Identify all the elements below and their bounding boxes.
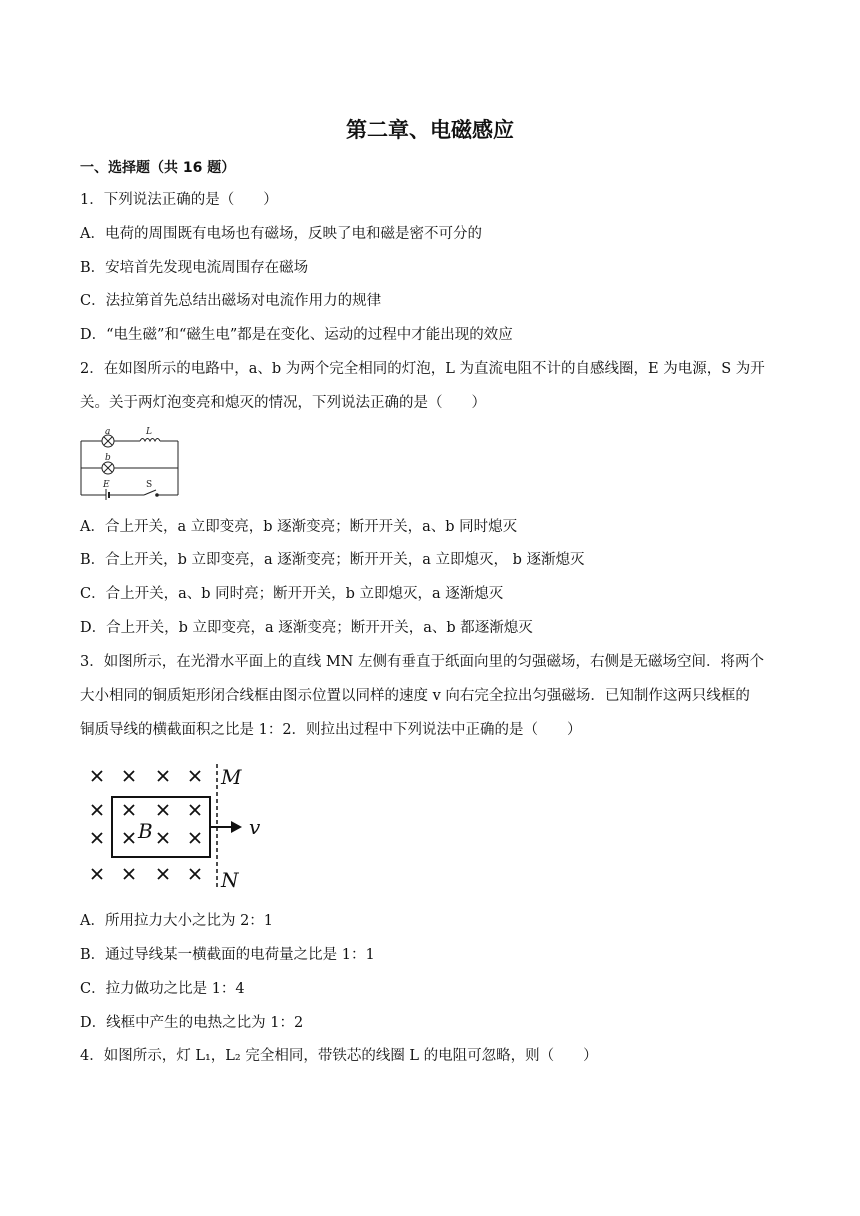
question-3-stem-line-1: 3．如图所示，在光滑水平面上的直线 MN 左侧有垂直于纸面向里的匀强磁场，右侧是无磁场空间．将两个: [80, 654, 764, 670]
question-1-option-a: A．电荷的周围既有电场也有磁场，反映了电和磁是密不可分的: [80, 226, 482, 242]
question-1-option-d: D．“电生磁”和“磁生电”都是在变化、运动的过程中才能出现的效应: [80, 327, 513, 343]
question-3-option-a: A．所用拉力大小之比为 2：1: [80, 913, 274, 929]
coil-l-label: L: [146, 427, 152, 437]
circuit-diagram: [78, 424, 184, 500]
question-3-option-d: D．线框中产生的电热之比为 1：2: [80, 1015, 304, 1031]
question-2-stem-line-2: 关。关于两灯泡变亮和熄灭的情况，下列说法正确的是（ ）: [80, 395, 486, 411]
question-1-stem: 1．下列说法正确的是（ ）: [80, 192, 278, 208]
label-m: M: [221, 765, 242, 789]
question-3-option-b: B．通过导线某一横截面的电荷量之比是 1：1: [80, 947, 375, 963]
question-2-option-a: A．合上开关，a 立即变亮，b 逐渐变亮；断开开关，a、b 同时熄灭: [80, 519, 518, 535]
question-3-option-c: C．拉力做功之比是 1：4: [80, 981, 245, 997]
wire-frame: [112, 797, 210, 857]
question-1-option-c: C．法拉第首先总结出磁场对电流作用力的规律: [80, 293, 382, 309]
velocity-arrow-head: [231, 821, 242, 833]
page-title: 第二章、电磁感应: [346, 118, 514, 142]
label-n: N: [221, 868, 239, 892]
label-v: v: [249, 815, 261, 839]
section-heading: 一、选择题（共 16 题）: [80, 160, 236, 176]
question-2-option-c: C．合上开关，a、b 同时亮；断开开关，b 立即熄灭，a 逐渐熄灭: [80, 586, 504, 602]
magnetic-field-diagram: [84, 760, 274, 892]
label-b: B: [138, 819, 153, 843]
question-2-option-d: D．合上开关，b 立即变亮，a 逐渐变亮；断开开关，a、b 都逐渐熄灭: [80, 620, 533, 636]
question-3-stem-line-2: 大小相同的铜质矩形闭合线框由图示位置以同样的速度 v 向右完全拉出匀强磁场．已知制作这两只线框的: [80, 688, 750, 704]
lamp-a-label: a: [105, 427, 111, 437]
question-4-stem: 4．如图所示，灯 L₁，L₂ 完全相同，带铁芯的线圈 L 的电阻可忽略，则（ ）: [80, 1048, 598, 1064]
question-2-stem-line-1: 2．在如图所示的电路中，a、b 为两个完全相同的灯泡，L 为直流电阻不计的自感线圈，E 为电源，S 为开: [80, 361, 765, 377]
battery-e-label: E: [103, 480, 110, 490]
question-2-option-b: B．合上开关，b 立即变亮，a 逐渐变亮；断开开关，a 立即熄灭， b 逐渐熄灭: [80, 552, 585, 568]
question-1-option-b: B．安培首先发现电流周围存在磁场: [80, 260, 309, 276]
switch-s-label: S: [146, 480, 153, 490]
question-3-stem-line-3: 铜质导线的横截面积之比是 1：2．则拉出过程中下列说法中正确的是（ ）: [80, 722, 582, 738]
lamp-b-label: b: [105, 453, 111, 463]
